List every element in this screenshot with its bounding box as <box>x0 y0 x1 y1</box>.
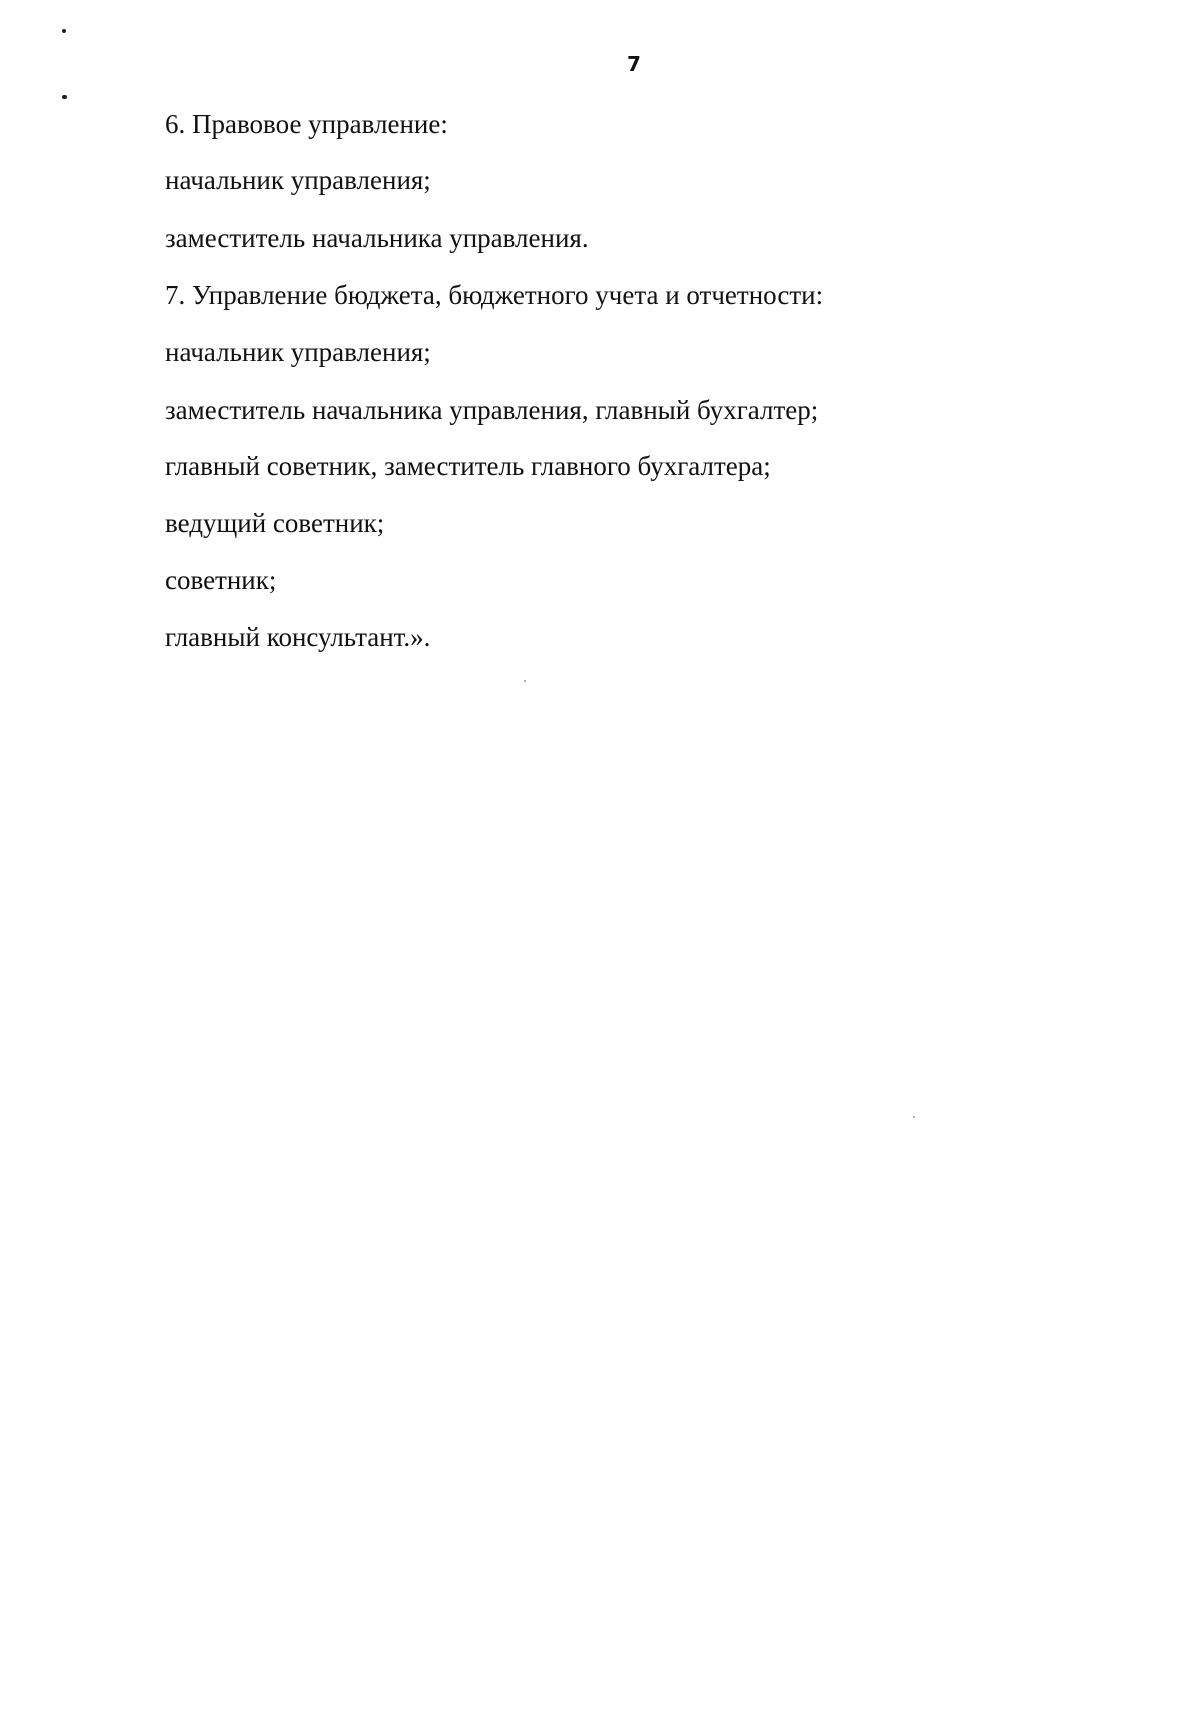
section-heading-budget: 7. Управление бюджета, бюджетного учета и отчетности: <box>165 280 824 310</box>
position-chief-advisor: главный советник, заместитель главного бухгалтера; <box>165 451 771 481</box>
position-head-of-department: начальник управления; <box>165 165 431 195</box>
position-chief-consultant: главный консультант.». <box>165 622 431 652</box>
scan-dust <box>524 680 526 682</box>
position-leading-advisor: ведущий советник; <box>165 508 385 538</box>
position-head-of-department: начальник управления; <box>165 337 431 367</box>
scan-mark-top <box>62 29 66 33</box>
position-deputy-head-chief-accountant: заместитель начальника управления, главный бухгалтер; <box>165 395 819 425</box>
scan-dust <box>913 1116 915 1118</box>
page-number: 7 <box>627 52 641 76</box>
section-heading-legal: 6. Правовое управление: <box>165 109 448 139</box>
position-advisor: советник; <box>165 565 277 595</box>
position-deputy-head: заместитель начальника управления. <box>165 223 589 253</box>
scan-mark-bottom <box>62 95 67 99</box>
